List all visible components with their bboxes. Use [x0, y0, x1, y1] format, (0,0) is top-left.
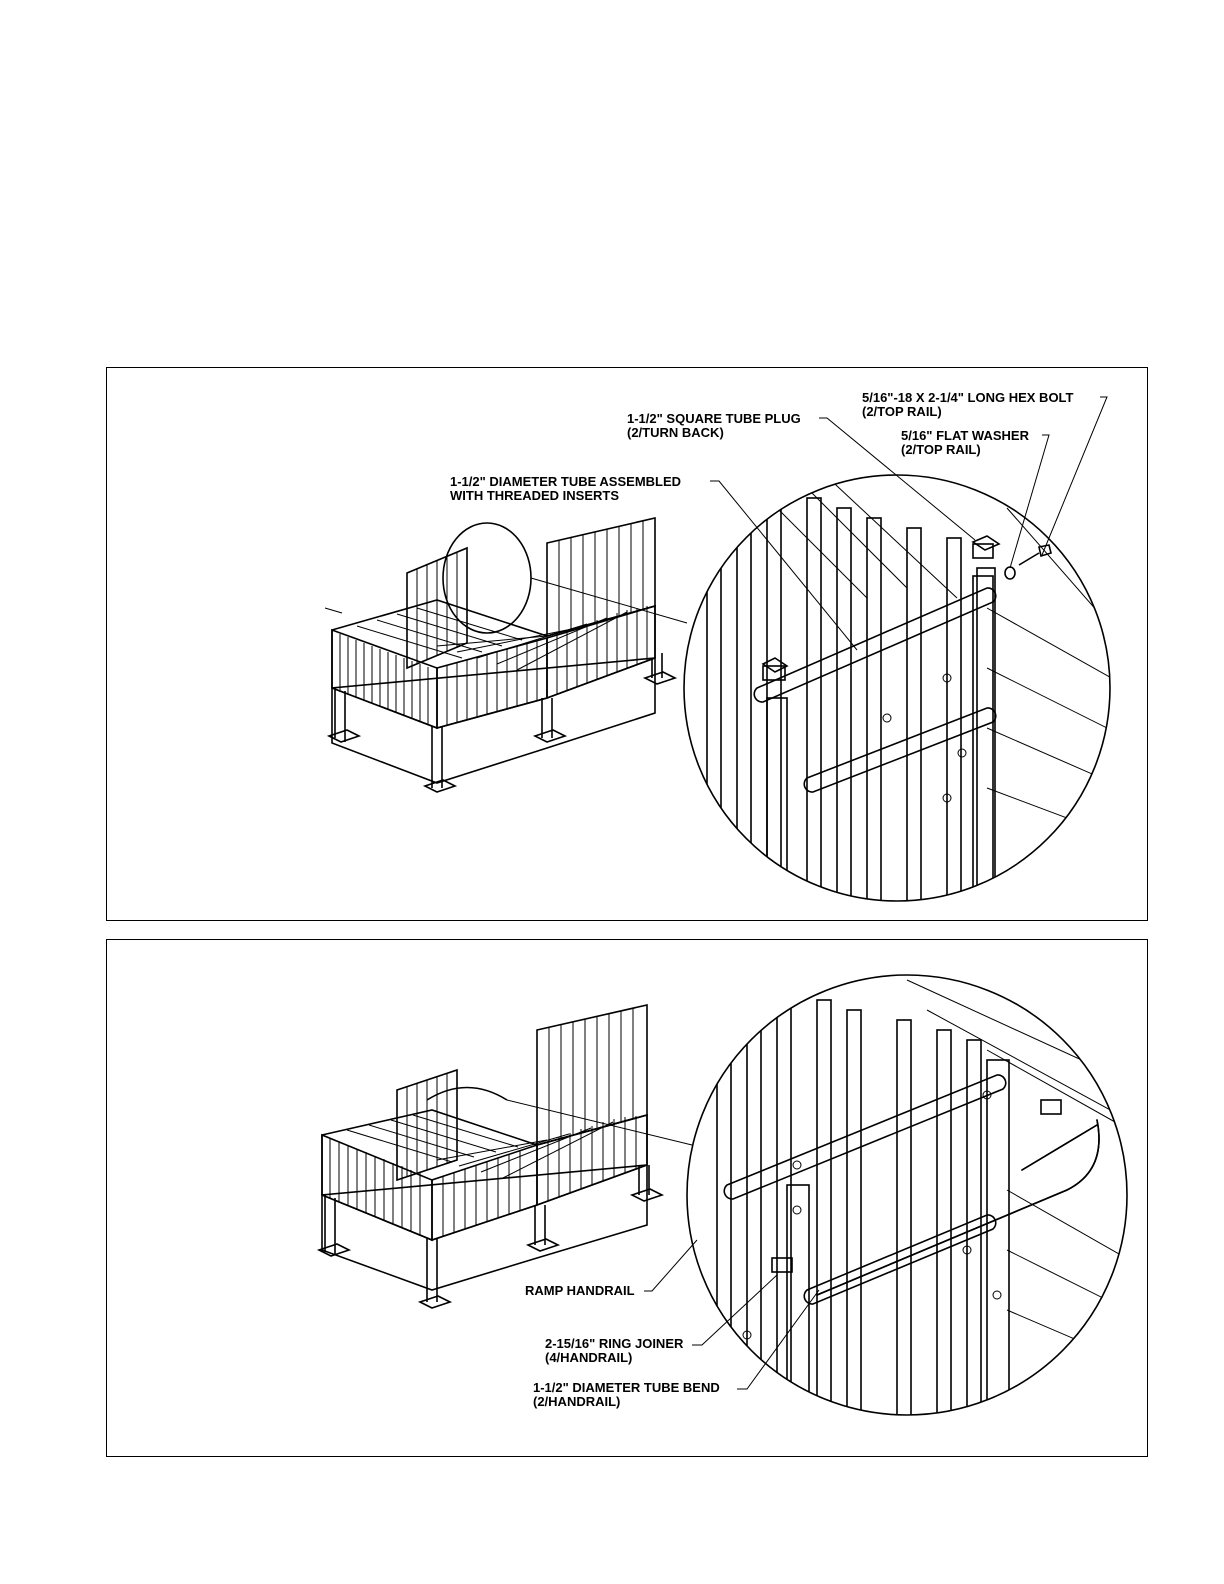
callout-ring-joiner — [545, 1336, 684, 1365]
svg-text:(4/HANDRAIL) — [545, 1350, 632, 1365]
callout-ring-joiner-line-2: (4/HANDRAIL) — [545, 1350, 633, 1365]
assembly-step-panel-bottom — [106, 939, 1148, 1457]
callout-tube-bend-line-1: 1-1/2" DIAMETER TUBE BEND — [533, 1380, 720, 1395]
svg-text:1-1/2" DIAMETER TUBE BEND — [533, 1380, 720, 1395]
callout-tube-bend-line-2: (2/HANDRAIL) — [533, 1394, 621, 1409]
svg-text:RAMP HANDRAIL — [525, 1283, 635, 1298]
svg-text:(2/TOP RAIL) — [862, 404, 942, 419]
callout-hex-bolt — [862, 390, 1074, 419]
detail-magnified-view — [684, 448, 1147, 908]
svg-text:1-1/2" SQUARE TUBE PLUG — [627, 411, 801, 426]
svg-text:1-1/2" DIAMETER TUBE ASSEMBLED — [450, 474, 681, 489]
callout-flat-washer-line-2: (2/TOP RAIL) — [901, 442, 981, 457]
callout-hex-bolt-line-2: (2/TOP RAIL) — [862, 404, 942, 419]
svg-text:(2/HANDRAIL) — [533, 1394, 620, 1409]
platform-overview-illustration — [319, 1005, 692, 1308]
callout-flat-washer — [901, 428, 1030, 457]
svg-text:WITH THREADED INSERTS — [450, 488, 619, 503]
callout-tube-bend — [533, 1380, 720, 1409]
callout-square-plug — [627, 411, 801, 440]
top-panel-drawing — [107, 368, 1149, 922]
callout-hex-bolt-line-1: 5/16"-18 X 2-1/4" LONG HEX BOLT — [862, 390, 1074, 405]
bottom-panel-drawing — [107, 940, 1149, 1458]
callout-ramp-handrail — [525, 1283, 635, 1298]
svg-text:5/16"-18 X 2-1/4" LONG HEX BOL — [862, 390, 1074, 405]
svg-text:5/16" FLAT WASHER — [901, 428, 1030, 443]
callout-diameter-tube-line-2: WITH THREADED INSERTS — [450, 488, 619, 503]
callout-square-plug-line-2: (2/TURN BACK) — [627, 425, 724, 440]
callout-diameter-tube — [450, 474, 681, 503]
assembly-step-panel-top — [106, 367, 1148, 921]
callout-ring-joiner-line-1: 2-15/16" RING JOINER — [545, 1336, 684, 1351]
svg-text:(2/TURN BACK) — [627, 425, 724, 440]
callout-diameter-tube-line-1: 1-1/2" DIAMETER TUBE ASSEMBLED — [450, 474, 682, 489]
callout-square-plug-line-1: 1-1/2" SQUARE TUBE PLUG — [627, 411, 801, 426]
detail-magnified-view — [687, 975, 1147, 1420]
svg-text:2-15/16" RING JOINER — [545, 1336, 684, 1351]
callout-flat-washer-line-1: 5/16" FLAT WASHER — [901, 428, 1029, 443]
platform-overview-illustration — [325, 518, 687, 792]
svg-text:(2/TOP RAIL) — [901, 442, 981, 457]
callout-ramp-handrail-line-1: RAMP HANDRAIL — [525, 1283, 635, 1298]
